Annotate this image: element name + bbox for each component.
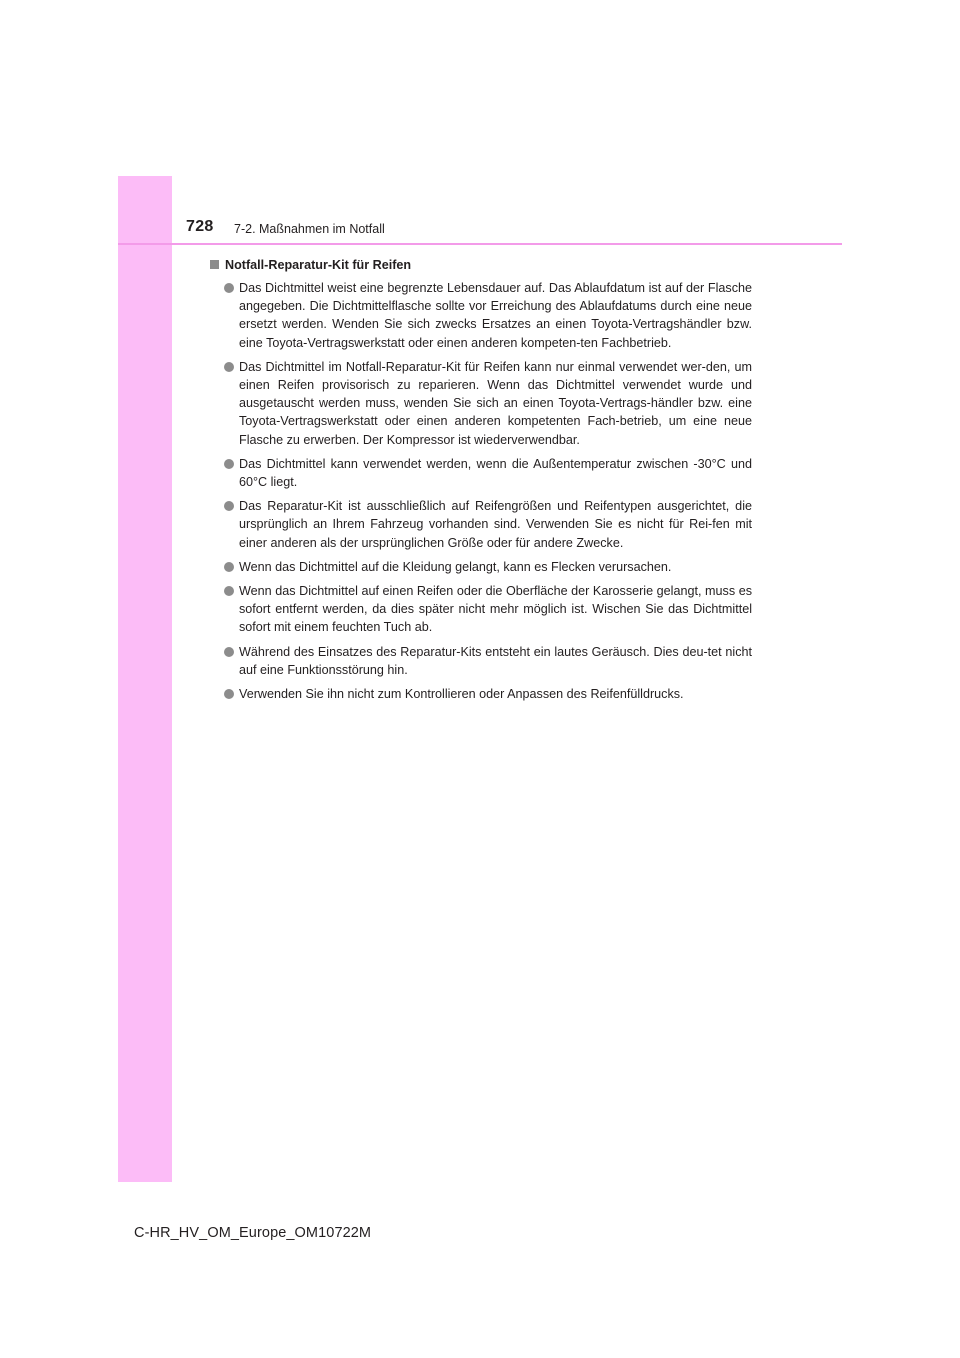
round-bullet-icon <box>224 586 234 596</box>
round-bullet-icon <box>224 562 234 572</box>
section-title: 7-2. Maßnahmen im Notfall <box>234 222 385 236</box>
list-item-text: Das Reparatur-Kit ist ausschließlich auf Reifengrößen und Reifentypen ausgerichtet, die ursprünglich an Ihrem Fahrzeug vorhanden sind. Verwenden Sie es nicht für Rei-fen mit einer anderen als der ursprünglichen Größe oder für andere Zwecke. <box>239 499 752 550</box>
page-number: 728 <box>186 218 214 235</box>
main-content <box>209 256 752 709</box>
list-item <box>209 358 752 449</box>
list-item <box>209 455 752 491</box>
subsection-heading <box>209 256 752 274</box>
list-item <box>209 279 752 352</box>
list-item <box>209 643 752 679</box>
list-item <box>209 558 752 576</box>
list-item-text: Das Dichtmittel weist eine begrenzte Lebensdauer auf. Das Ablaufdatum ist auf der Flasche angegeben. Die Dichtmittelflasche sollte vor Erreichung des Ablaufdatums durch eine neue ersetzt werden. Wenden Sie sich zwecks Ersatzes an einen Toyota-Vertragshändler bzw. eine Toyota-Vertragswerkstatt oder einen anderen kompeten-ten Fachbetrieb. <box>239 281 752 350</box>
chapter-side-band <box>118 176 172 1182</box>
list-item <box>209 582 752 637</box>
list-item-text: Verwenden Sie ihn nicht zum Kontrollieren oder Anpassen des Reifenfülldrucks. <box>239 687 684 702</box>
header-rule <box>118 243 842 245</box>
header-tab <box>118 176 172 246</box>
list-item-text: Wenn das Dichtmittel auf einen Reifen oder die Oberfläche der Karosserie gelangt, muss es sofort entfernt werden, da dies später nicht mehr möglich ist. Wischen Sie das Dichtmittel sofort mit einem feuchten Tuch ab. <box>239 584 752 635</box>
round-bullet-icon <box>224 362 234 372</box>
list-item-text: Wenn das Dichtmittel auf die Kleidung gelangt, kann es Flecken verursachen. <box>239 559 672 574</box>
round-bullet-icon <box>224 501 234 511</box>
document-code: C-HR_HV_OM_Europe_OM10722M <box>134 1225 372 1241</box>
round-bullet-icon <box>224 283 234 293</box>
bullet-list <box>209 279 752 703</box>
list-item <box>209 685 752 703</box>
list-item-text: Das Dichtmittel kann verwendet werden, wenn die Außentemperatur zwischen -30°C und 60°C liegt. <box>239 456 752 490</box>
list-item-text: Während des Einsatzes des Reparatur-Kits entsteht ein lautes Geräusch. Dies deu-tet nicht auf eine Funktionsstörung hin. <box>239 644 752 677</box>
square-bullet-icon <box>210 260 219 269</box>
round-bullet-icon <box>224 689 234 699</box>
round-bullet-icon <box>224 459 234 469</box>
list-item <box>209 497 752 552</box>
list-item-text: Das Dichtmittel im Notfall-Reparatur-Kit für Reifen kann nur einmal verwendet wer-den, um einen Reifen provisorisch zu reparieren. Wenn das Dichtmittel verwendet wurde und ausgetauscht werden muss, wenden Sie sich an einen Toyota-Vertrags-händler bzw. eine Toyota-Vertragswerkstatt oder einen anderen kompetenten Fach-betrieb, um eine neue Flasche zu erwerben. Der Kompressor ist wiederverwendbar. <box>239 359 752 447</box>
heading-text: Notfall-Reparatur-Kit für Reifen <box>225 258 412 272</box>
round-bullet-icon <box>224 647 234 657</box>
